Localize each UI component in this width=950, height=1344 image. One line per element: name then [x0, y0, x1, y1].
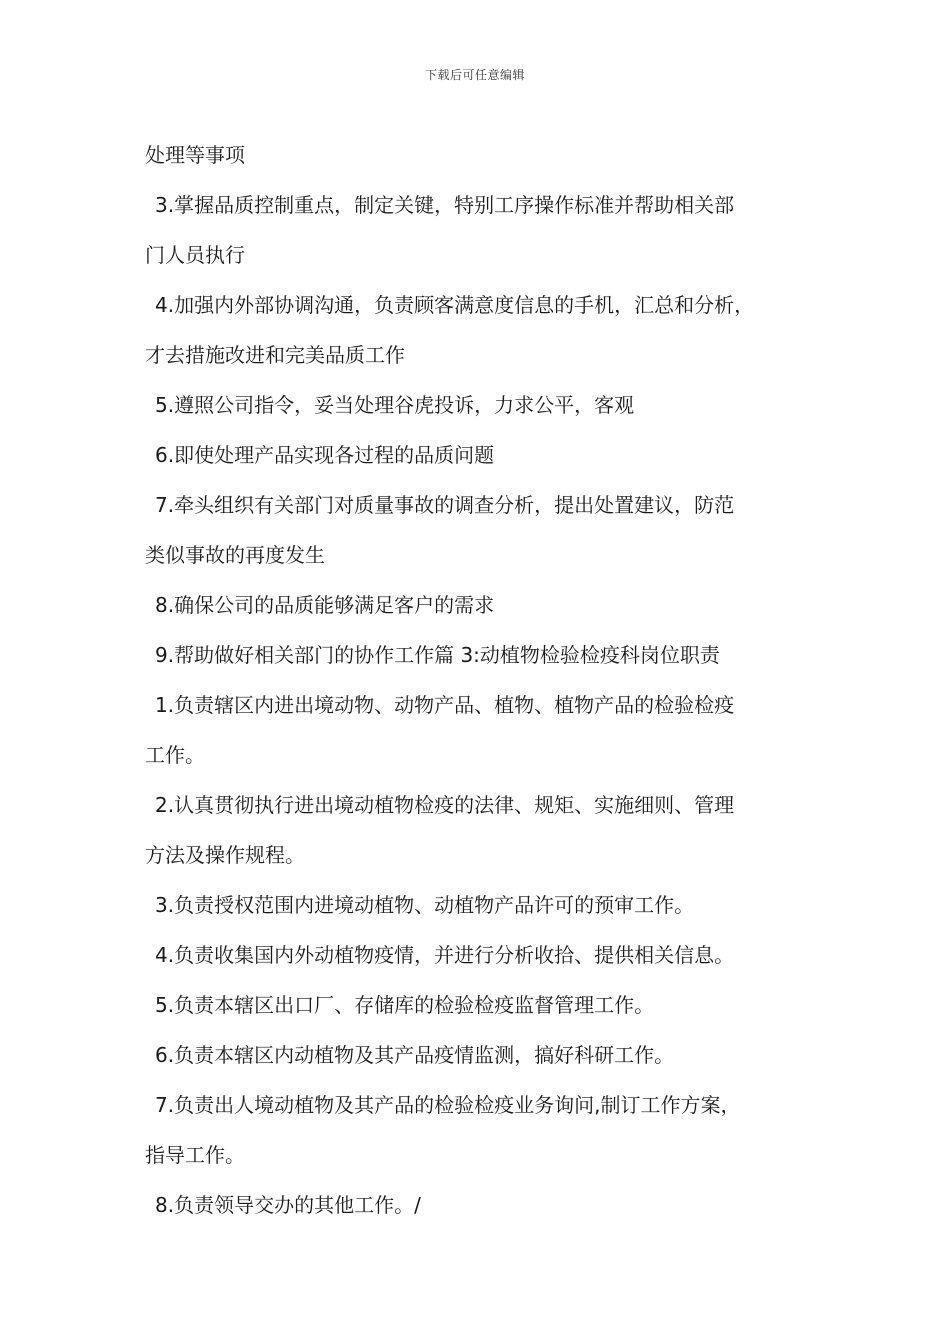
text-line: 5.遵照公司指令，妥当处理谷虎投诉，力求公平，客观 [155, 393, 635, 417]
text-line: 9.帮助做好相关部门的协作工作篇 3:动植物检验检疫科岗位职责 [155, 643, 720, 667]
text-line: 指导工作。 [145, 1143, 245, 1167]
text-line: 8.负责领导交办的其他工作。/ [155, 1193, 421, 1217]
text-line: 处理等事项 [145, 143, 245, 167]
text-line: 类似事故的再度发生 [145, 543, 325, 567]
text-line: 3.负责授权范围内进境动植物、动植物产品许可的预审工作。 [155, 893, 695, 917]
text-line: 工作。 [145, 743, 205, 767]
text-line: 1.负责辖区内进出境动物、动物产品、植物、植物产品的检验检疫 [155, 693, 735, 717]
text-line: 7.负责出人境动植物及其产品的检验检疫业务询问,制订工作方案， [155, 1093, 741, 1117]
text-line: 6.负责本辖区内动植物及其产品疫情监测，搞好科研工作。 [155, 1043, 675, 1067]
text-line: 5.负责本辖区出口厂、存储库的检验检疫监督管理工作。 [155, 993, 655, 1017]
text-line: 才去措施改进和完美品质工作 [145, 343, 405, 367]
text-line: 门人员执行 [145, 243, 245, 267]
text-line: 8.确保公司的品质能够满足客户的需求 [155, 593, 495, 617]
page-header: 下载后可任意编辑 [424, 68, 525, 82]
document-body [145, 130, 825, 1230]
text-line: 3.掌握品质控制重点，制定关键，特别工序操作标准并帮助相关部 [155, 193, 735, 217]
text-line: 7.牵头组织有关部门对质量事故的调查分析，提出处置建议，防范 [155, 493, 735, 517]
text-line: 6.即使处理产品实现各过程的品质问题 [155, 443, 495, 467]
text-line: 4.加强内外部协调沟通，负责顾客满意度信息的手机，汇总和分析， [155, 293, 755, 317]
text-line: 4.负责收集国内外动植物疫情，并进行分析收拾、提供相关信息。 [155, 943, 735, 967]
text-line: 方法及操作规程。 [145, 843, 305, 867]
text-line: 2.认真贯彻执行进出境动植物检疫的法律、规矩、实施细则、管理 [155, 793, 735, 817]
